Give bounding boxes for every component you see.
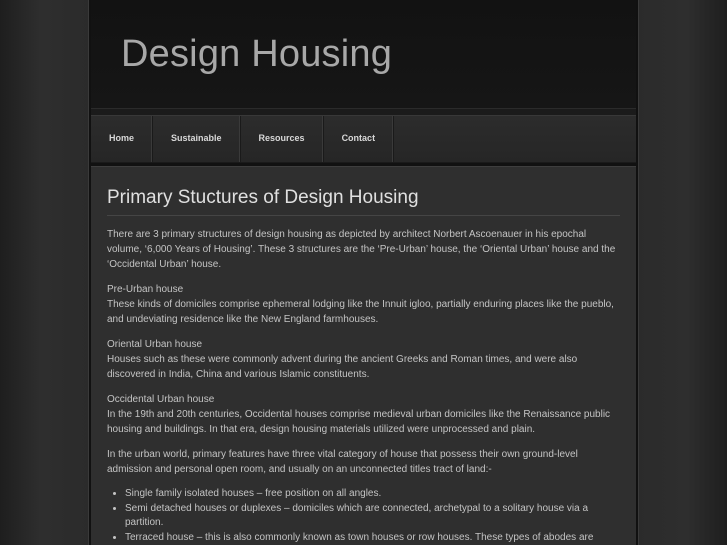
section-title: Oriental Urban house xyxy=(107,339,203,350)
list-item: • Single family isolated houses – free position on all angles. xyxy=(125,487,620,502)
section-title: Occidental Urban house xyxy=(107,394,215,405)
list-item: • Semi detached houses or duplexes – domiciles which are connected, archetypal to a solitary house via a partition. xyxy=(125,502,620,531)
page-container xyxy=(88,0,639,545)
section-body: These kinds of domiciles comprise ephemeral lodging like the Innuit igloo, partially enduring places like the pueblo, and undeviating residence like the New England farmhouses. xyxy=(107,299,614,325)
nav-item-home[interactable]: Home xyxy=(91,116,153,162)
intro-paragraph: There are 3 primary structures of design housing as depicted by architect Norbert Ascoenauer in his epochal volume, ‘6,000 Years of Housing’. These 3 structures are the ‘Pre-Urban’ house, the ‘Oriental Urban’ house and the ‘Occidental Urban’ house. xyxy=(107,229,616,270)
section-occidental-urban xyxy=(107,392,620,437)
main-nav xyxy=(91,115,636,163)
urban-paragraph: In the urban world, primary features have three vital category of house that possess their own ground-level admission and personal open room, and usually on an unconnected titles tract of land:- xyxy=(107,449,578,475)
nav-item-contact[interactable]: Contact xyxy=(324,116,395,162)
main-content xyxy=(91,166,636,545)
page-heading: Primary Stuctures of Design Housing xyxy=(107,187,620,216)
section-body: In the 19th and 20th centuries, Occidental houses comprise medieval urban domiciles like the Renaissance public housing and buildings. In that era, design housing materials utilized were unprocessed and plain. xyxy=(107,409,611,435)
list-item: • Terraced house – this is also commonly known as town houses or row houses. These types of abodes are xyxy=(125,531,620,545)
nav-item-sustainable[interactable]: Sustainable xyxy=(153,116,241,162)
site-header xyxy=(91,0,636,109)
section-pre-urban xyxy=(107,282,620,327)
section-title: Pre-Urban house xyxy=(107,284,184,295)
nav-item-resources[interactable]: Resources xyxy=(241,116,324,162)
section-body: Houses such as these were commonly advent during the ancient Greeks and Roman times, and were also discovered in India, China and various Islamic constituents. xyxy=(107,354,578,380)
section-oriental-urban xyxy=(107,337,620,382)
site-title[interactable]: Design Housing xyxy=(121,33,393,75)
house-type-list xyxy=(107,487,620,545)
